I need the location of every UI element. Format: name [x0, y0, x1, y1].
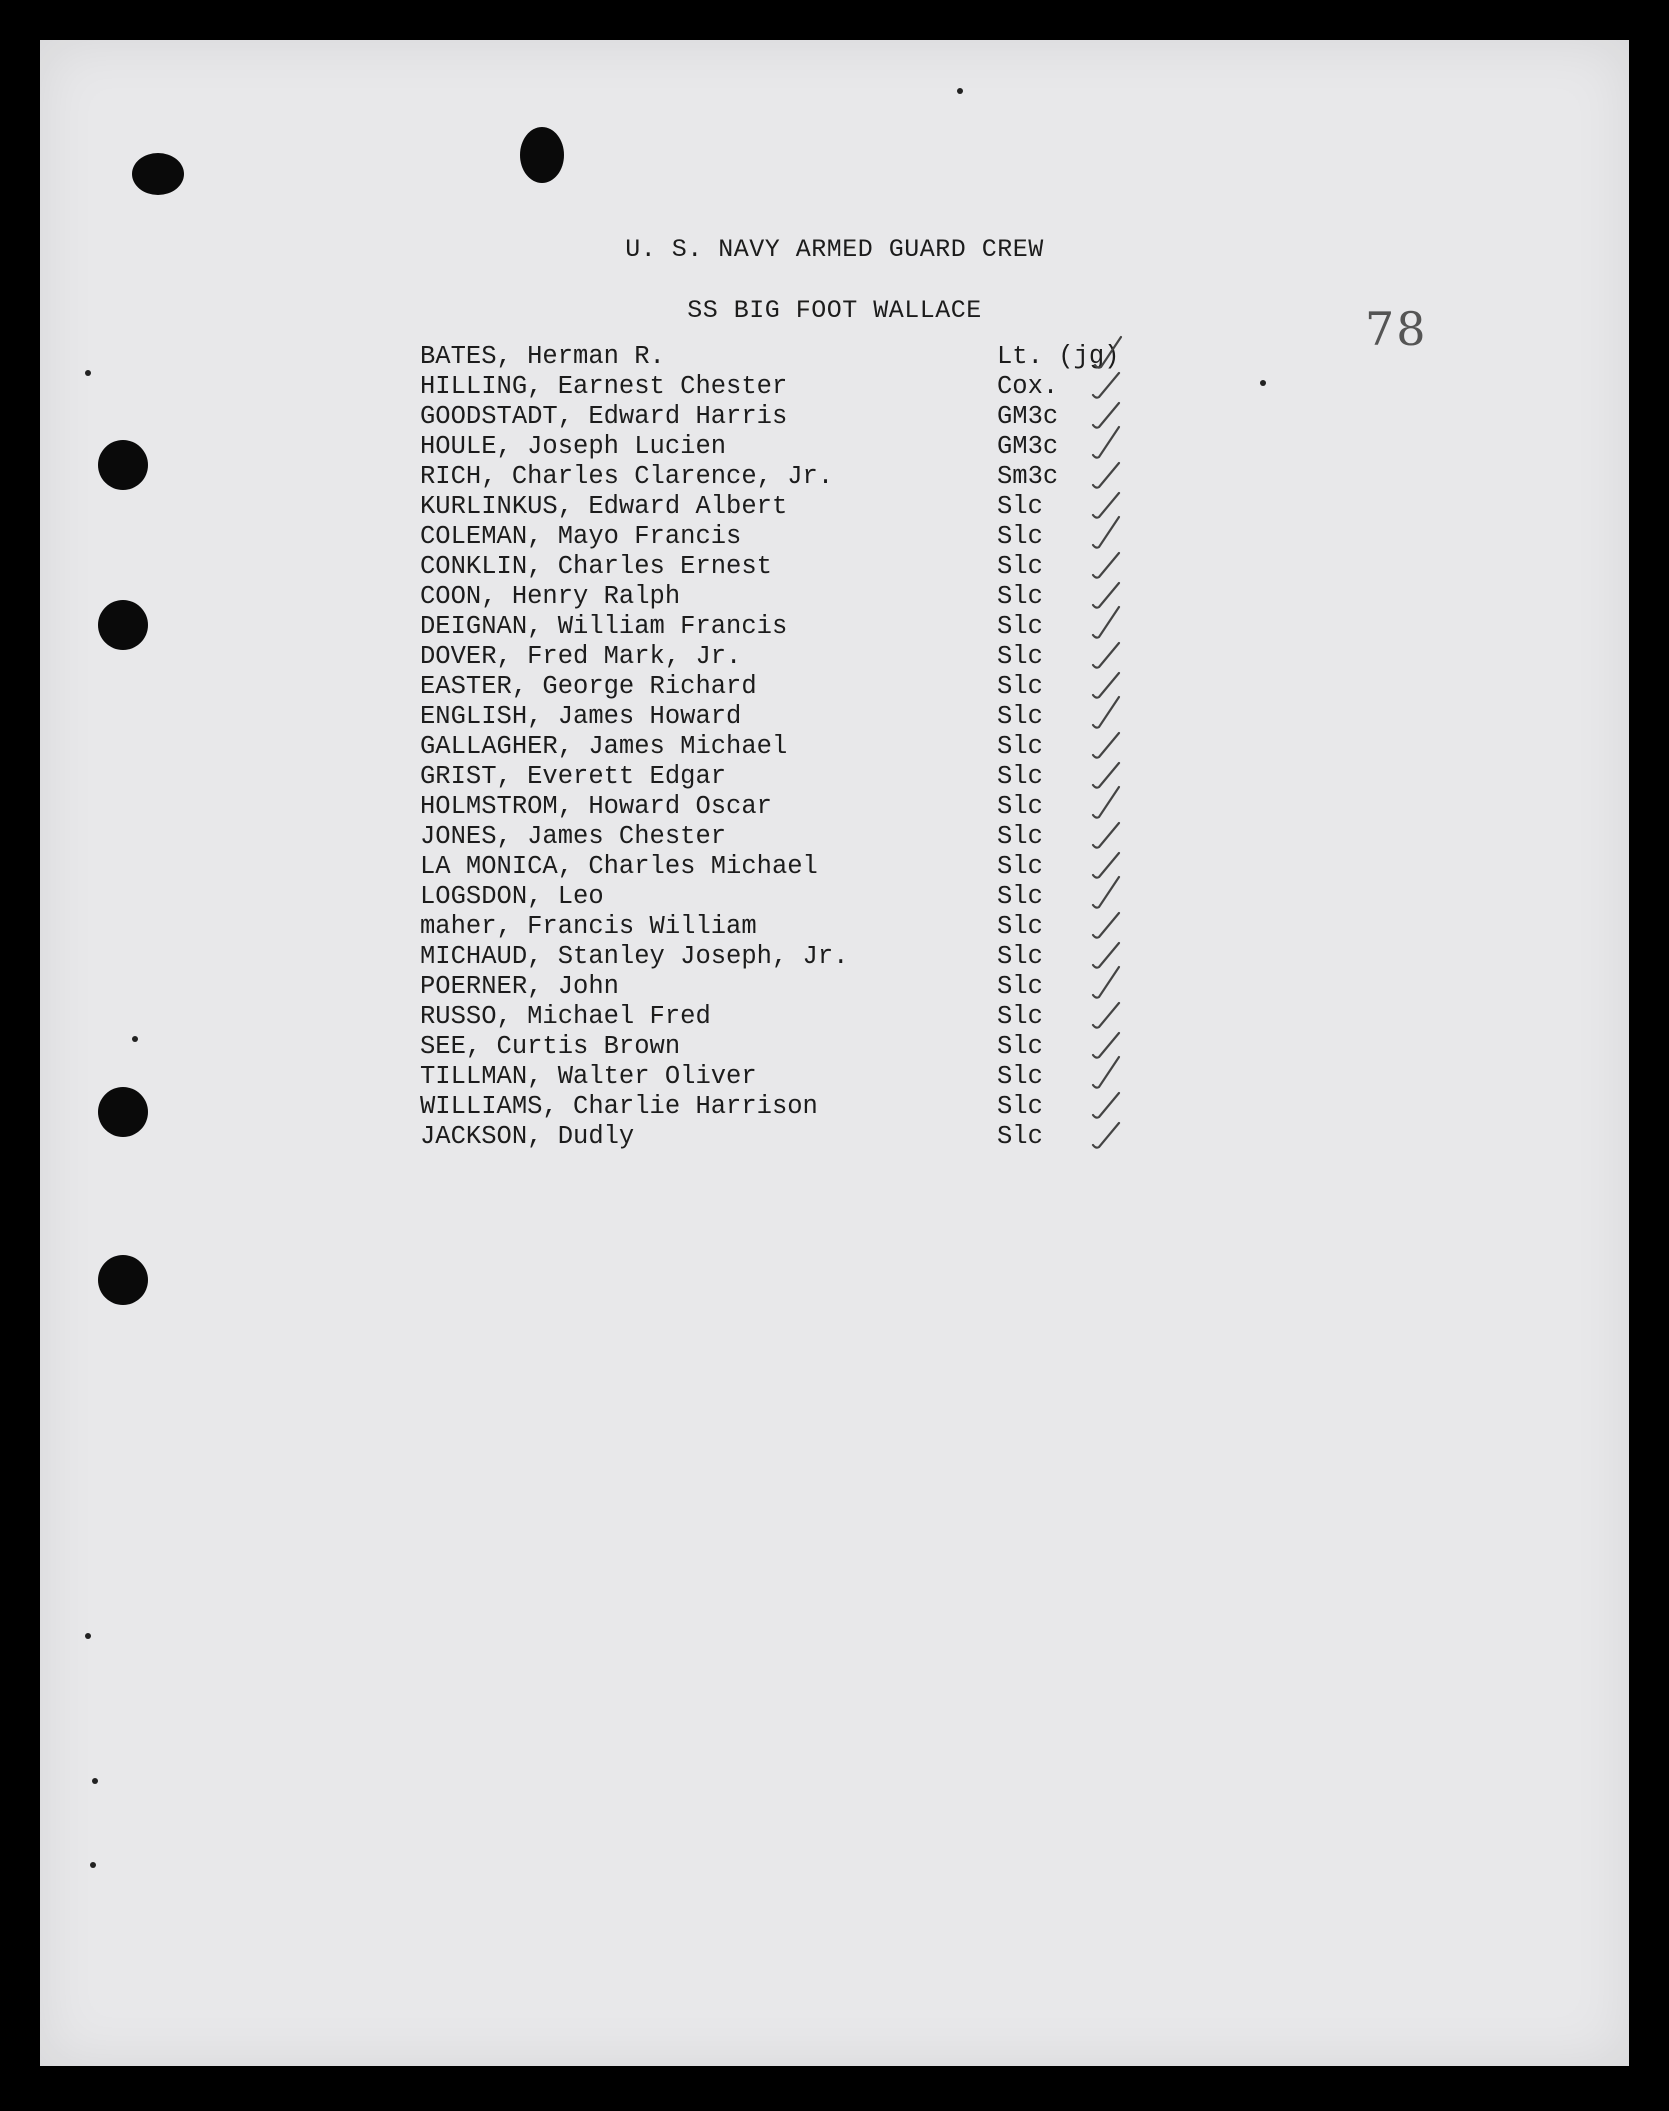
crew-name: GRIST, Everett Edgar: [420, 762, 727, 791]
crew-name: RUSSO, Michael Fred: [420, 1002, 711, 1031]
crew-rate: Slc: [997, 732, 1043, 761]
crew-rate: Slc: [997, 822, 1043, 851]
crew-rate: Slc: [997, 672, 1043, 701]
crew-rate: Slc: [997, 1092, 1043, 1121]
crew-name: JONES, James Chester: [420, 822, 727, 851]
crew-name: EASTER, George Richard: [420, 672, 757, 701]
punch-hole: [520, 127, 564, 183]
crew-rate: Slc: [997, 492, 1043, 521]
crew-name: COLEMAN, Mayo Francis: [420, 522, 742, 551]
crew-rate: Slc: [997, 612, 1043, 641]
crew-rate: Slc: [997, 1032, 1043, 1061]
crew-name: MICHAUD, Stanley Joseph, Jr.: [420, 942, 849, 971]
crew-rate: Slc: [997, 972, 1043, 1001]
crew-rate: Slc: [997, 942, 1043, 971]
crew-name: GALLAGHER, James Michael: [420, 732, 788, 761]
punch-hole: [98, 440, 148, 490]
crew-name: KURLINKUS, Edward Albert: [420, 492, 788, 521]
crew-rate: Slc: [997, 642, 1043, 671]
punch-hole: [132, 153, 184, 195]
punch-hole: [98, 1255, 148, 1305]
punch-hole: [98, 600, 148, 650]
crew-name: JACKSON, Dudly: [420, 1122, 635, 1151]
crew-rate: Slc: [997, 1122, 1043, 1151]
crew-rate: Slc: [997, 702, 1043, 731]
crew-name: HOULE, Joseph Lucien: [420, 432, 727, 461]
crew-rate: Cox.: [997, 372, 1059, 401]
crew-name: BATES, Herman R.: [420, 342, 665, 371]
crew-rate: Slc: [997, 1002, 1043, 1031]
crew-rate: GM3c: [997, 432, 1059, 461]
crew-rate: Slc: [997, 762, 1043, 791]
crew-name: HOLMSTROM, Howard Oscar: [420, 792, 772, 821]
crew-rate: Slc: [997, 792, 1043, 821]
crew-name: COON, Henry Ralph: [420, 582, 681, 611]
crew-rate: Slc: [997, 552, 1043, 581]
crew-rate: Slc: [997, 1062, 1043, 1091]
crew-name: GOODSTADT, Edward Harris: [420, 402, 788, 431]
crew-name: SEE, Curtis Brown: [420, 1032, 681, 1061]
crew-name: DOVER, Fred Mark, Jr.: [420, 642, 742, 671]
crew-name: WILLIAMS, Charlie Harrison: [420, 1092, 818, 1121]
crew-rate: Slc: [997, 882, 1043, 911]
document-title: U. S. NAVY ARMED GUARD CREW: [625, 235, 1044, 264]
page-number: 78: [1365, 302, 1428, 356]
crew-rate: Lt. (jg): [997, 342, 1120, 371]
crew-rate: Slc: [997, 522, 1043, 551]
crew-name: POERNER, John: [420, 972, 619, 1001]
crew-rate: Slc: [997, 852, 1043, 881]
crew-rate: Slc: [997, 912, 1043, 941]
crew-rate: Slc: [997, 582, 1043, 611]
crew-name: LOGSDON, Leo: [420, 882, 604, 911]
crew-name: TILLMAN, Walter Oliver: [420, 1062, 757, 1091]
crew-name: HILLING, Earnest Chester: [420, 372, 788, 401]
crew-name: DEIGNAN, William Francis: [420, 612, 788, 641]
crew-name: RICH, Charles Clarence, Jr.: [420, 462, 834, 491]
crew-name: ENGLISH, James Howard: [420, 702, 742, 731]
crew-name: LA MONICA, Charles Michael: [420, 852, 818, 881]
ship-name: SS BIG FOOT WALLACE: [687, 296, 982, 325]
crew-name: maher, Francis William: [420, 912, 757, 941]
crew-name: CONKLIN, Charles Ernest: [420, 552, 772, 581]
punch-hole: [98, 1087, 148, 1137]
crew-rate: GM3c: [997, 402, 1059, 431]
crew-rate: Sm3c: [997, 462, 1059, 491]
